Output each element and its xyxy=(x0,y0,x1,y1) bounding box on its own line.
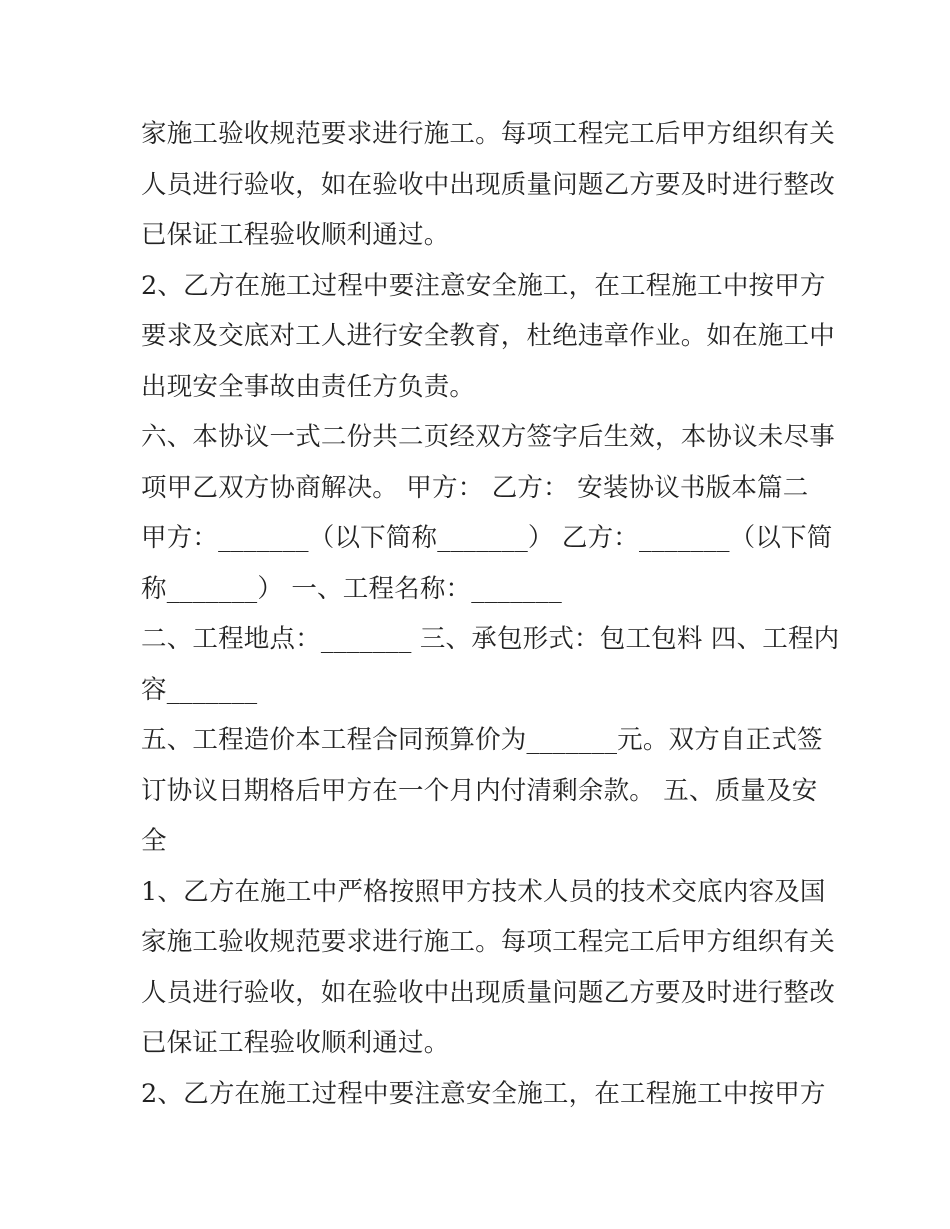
text-line: 已保证工程验收顺利通过。 xyxy=(141,1028,450,1058)
text-line: 二、工程地点：_______ 三、承包形式：包工包料 四、工程内 xyxy=(141,624,840,654)
text-line: 家施工验收规范要求进行施工。每项工程完工后甲方组织有关 xyxy=(141,119,835,149)
text-line: 人员进行验收，如在验收中出现质量问题乙方要及时进行整改 xyxy=(141,977,835,1008)
text-line: 甲方：_______（以下简称_______） 乙方：_______（以下简 xyxy=(141,523,833,553)
text-line: 出现安全事故由责任方负责。 xyxy=(141,371,476,402)
text-line: 订协议日期格后甲方在一个月内付清剩余款。 五、质量及安 xyxy=(141,775,818,806)
text-line: 容_______ xyxy=(141,674,258,705)
text-line: 家施工验收规范要求进行施工。每项工程完工后甲方组织有关 xyxy=(141,927,835,957)
text-line: 2、乙方在施工过程中要注意安全施工，在工程施工中按甲方 xyxy=(141,270,826,301)
text-line: 项甲乙双方协商解决。 甲方： 乙方： 安装协议书版本篇二 xyxy=(141,472,809,503)
text-line: 2、乙方在施工过程中要注意安全施工，在工程施工中按甲方 xyxy=(141,1078,826,1109)
text-line: 已保证工程验收顺利通过。 xyxy=(141,220,450,250)
text-line: 六、本协议一式二份共二页经双方签字后生效，本协议未尽事 xyxy=(141,422,835,452)
text-line: 人员进行验收，如在验收中出现质量问题乙方要及时进行整改 xyxy=(141,169,835,200)
text-line: 全 xyxy=(141,826,167,856)
text-line: 1、乙方在施工中严格按照甲方技术人员的技术交底内容及国 xyxy=(141,876,826,907)
document-body xyxy=(141,109,841,1119)
text-line: 五、工程造价本工程合同预算价为_______元。双方自正式签 xyxy=(141,725,823,755)
text-line: 要求及交底对工人进行安全教育，杜绝违章作业。如在施工中 xyxy=(141,321,835,351)
text-line: 称_______） 一、工程名称：_______ xyxy=(141,573,562,604)
